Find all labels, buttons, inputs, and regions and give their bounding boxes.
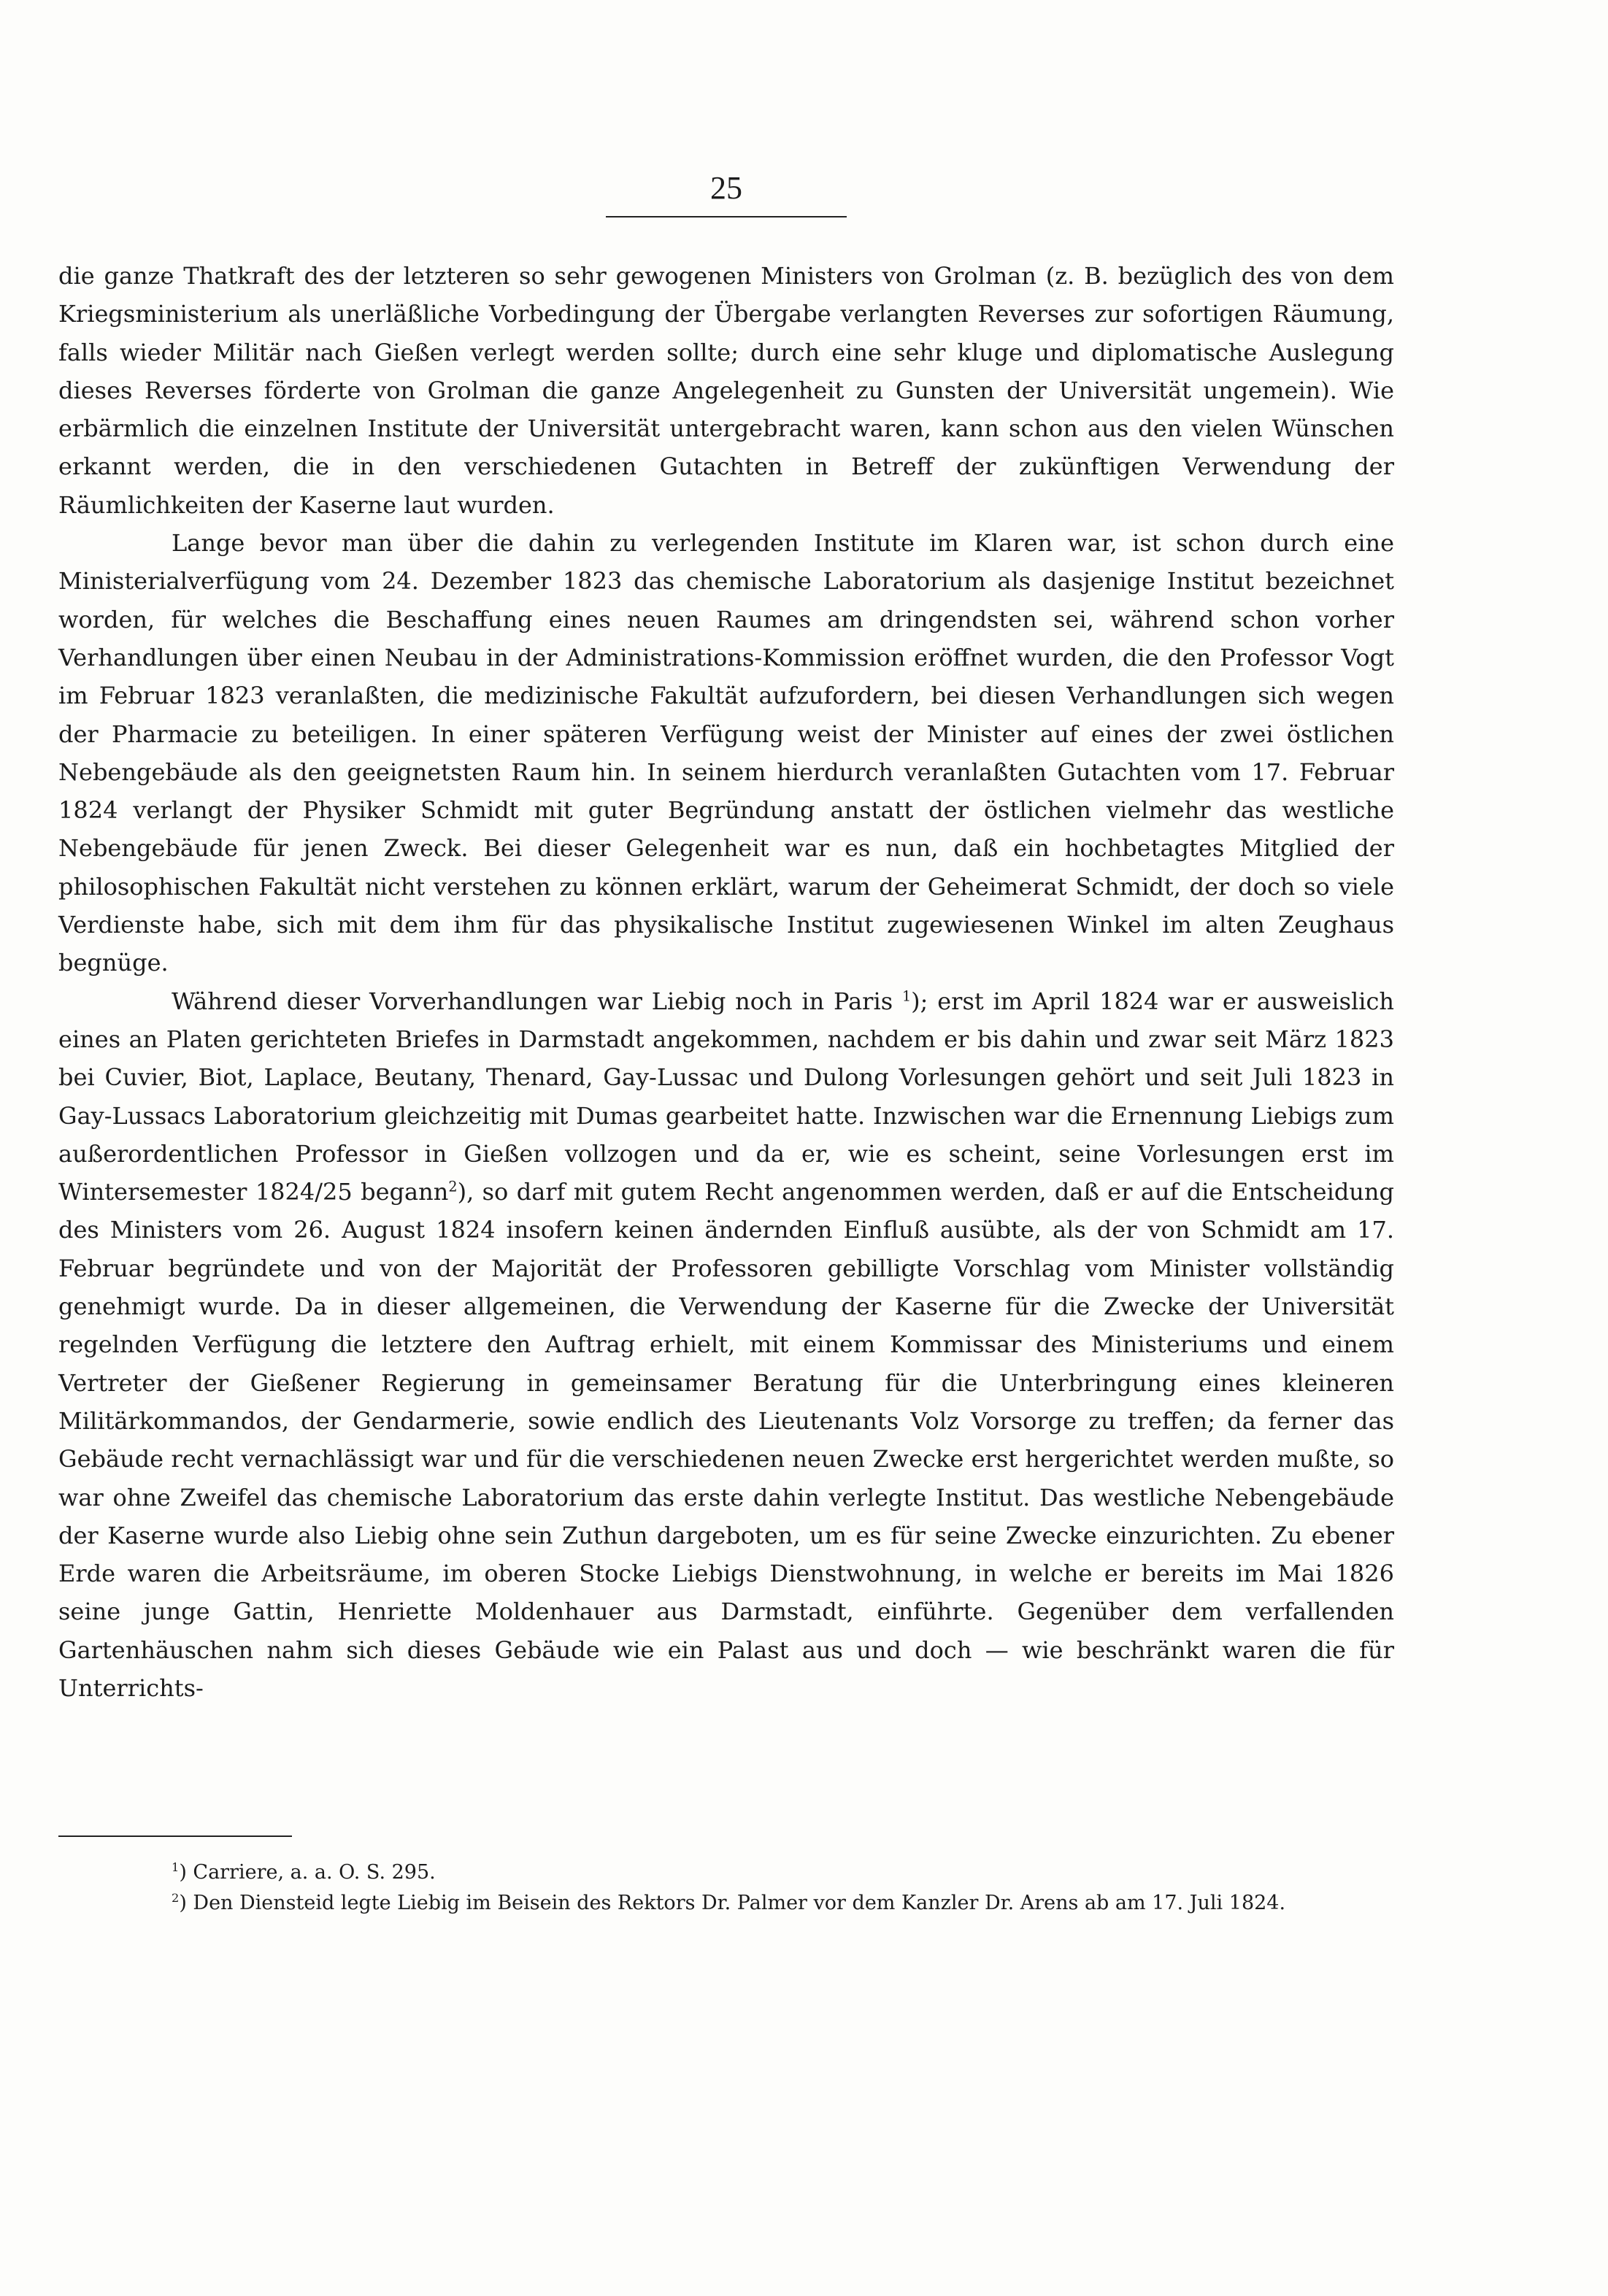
paragraph-3-part-1: Während dieser Vorverhandlungen war Liebig noch in Paris (172, 987, 893, 1015)
footnote-1 (58, 1857, 1394, 1888)
footnote-ref-1: 1 (901, 987, 912, 1004)
paragraph-3 (58, 982, 1394, 1708)
footnote-1-mark: 1 (172, 1860, 180, 1874)
main-text (58, 257, 1394, 1707)
page-number: 25 (710, 170, 742, 206)
paragraph-1: die ganze Thatkraft des der letzteren so sehr gewogenen Ministers von Grolman (z. B. bezüglich des von dem Kriegsministerium als unerläßliche Vorbedingung der Übergabe verlangten Reverses zur sofortigen Räumung, falls wieder Militär nach Gießen verlegt werden sollte; durch eine sehr kluge und diplomatische Auslegung dieses Reverses förderte von Grolman die ganze Angelegenheit zu Gunsten der Universität ungemein). Wie erbärmlich die einzelnen Institute der Universität untergebracht waren, kann schon aus den vielen Wünschen erkannt werden, die in den verschiedenen Gutachten in Betreff der zukünftigen Verwendung der Räumlichkeiten der Kaserne laut wurden. (58, 262, 1394, 519)
footnote-2-mark: 2 (172, 1891, 180, 1905)
header-rule (606, 216, 847, 217)
paragraph-3-part-3: ), so darf mit gutem Recht angenommen werden, daß er auf die Entscheidung des Ministers vom 26. August 1824 insofern keinen ändernden Einfluß ausübte, als der von Schmidt am 17. Februar begründete und von der Majorität der Professoren gebilligte Vorschlag vom Minister vollständig genehmigt wurde. Da in dieser allgemeinen, die Verwendung der Kaserne für die Zwecke der Universität regelnden Verfügung die letztere den Auftrag erhielt, mit einem Kommissar des Ministeriums und einem Vertreter der Gießener Regierung in gemeinsamer Beratung für die Unterbringung eines kleineren Militärkommandos, der Gendarmerie, sowie endlich des Lieutenants Volz Vorsorge zu treffen; da ferner das Gebäude recht vernachlässigt war und für die verschiedenen neuen Zwecke erst hergerichtet werden mußte, so war ohne Zweifel das chemische Laboratorium das erste dahin verlegte Institut. Das westliche Nebengebäude der Kaserne wurde also Liebig ohne sein Zuthun dargeboten, um es für seine Zwecke einzurichten. Zu ebener Erde waren die Arbeitsräume, im oberen Stocke Liebigs Dienstwohnung, in welche er bereits im Mai 1826 seine junge Gattin, Henriette Moldenhauer aus Darmstadt, einführte. Gegenüber dem verfallenden Gartenhäuschen nahm sich dieses Gebäude wie ein Palast aus und doch — wie beschränkt waren die für Unterrichts- (58, 1178, 1395, 1702)
footnote-rule (58, 1835, 292, 1837)
footnote-2 (58, 1888, 1394, 1919)
footnote-1-text: ) Carriere, a. a. O. S. 295. (179, 1861, 436, 1884)
footnotes (58, 1857, 1394, 1919)
footnote-2-text: ) Den Diensteid legte Liebig im Beisein des Rektors Dr. Palmer vor dem Kanzler Dr. Arens ab am 17. Juli 1824. (179, 1892, 1286, 1914)
footnote-ref-2: 2 (448, 1178, 458, 1195)
paragraph-2: Lange bevor man über die dahin zu verlegenden Institute im Klaren war, ist schon durch eine Ministerialverfügung vom 24. Dezember 1823 das chemische Laboratorium als dasjenige Institut bezeichnet worden, für welches die Beschaffung eines neuen Raumes am dringendsten sei, während schon vorher Verhandlungen über einen Neubau in der Administrations-Kommission eröffnet wurden, die den Professor Vogt im Februar 1823 veranlaßten, die medizinische Fakultät aufzufordern, bei diesen Verhandlungen sich wegen der Pharmacie zu beteiligen. In einer späteren Verfügung weist der Minister auf eines der zwei östlichen Nebengebäude als den geeignetsten Raum hin. In seinem hierdurch veranlaßten Gutachten vom 17. Februar 1824 verlangt der Physiker Schmidt mit guter Begründung anstatt der östlichen vielmehr das westliche Nebengebäude für jenen Zweck. Bei dieser Gelegenheit war es nun, daß ein hochbetagtes Mitglied der philosophischen Fakultät nicht verstehen zu können erklärt, warum der Geheimerat Schmidt, der doch so viele Verdienste habe, sich mit dem ihm für das physikalische Institut zugewiesenen Winkel im alten Zeughaus begnüge. (58, 529, 1394, 977)
paragraph-3-part-2: ); erst im April 1824 war er ausweislich eines an Platen gerichteten Briefes in Darmstadt angekommen, nachdem er bis dahin und zwar seit März 1823 bei Cuvier, Biot, Laplace, Beutany, Thenard, Gay-Lussac und Dulong Vorlesungen gehört und seit Juli 1823 in Gay-Lussacs Laboratorium gleichzeitig mit Dumas gearbeitet hatte. Inzwischen war die Ernennung Liebigs zum außerordentlichen Professor in Gießen vollzogen und da er, wie es scheint, seine Vorlesungen erst im Wintersemester 1824/25 begann (58, 987, 1395, 1206)
